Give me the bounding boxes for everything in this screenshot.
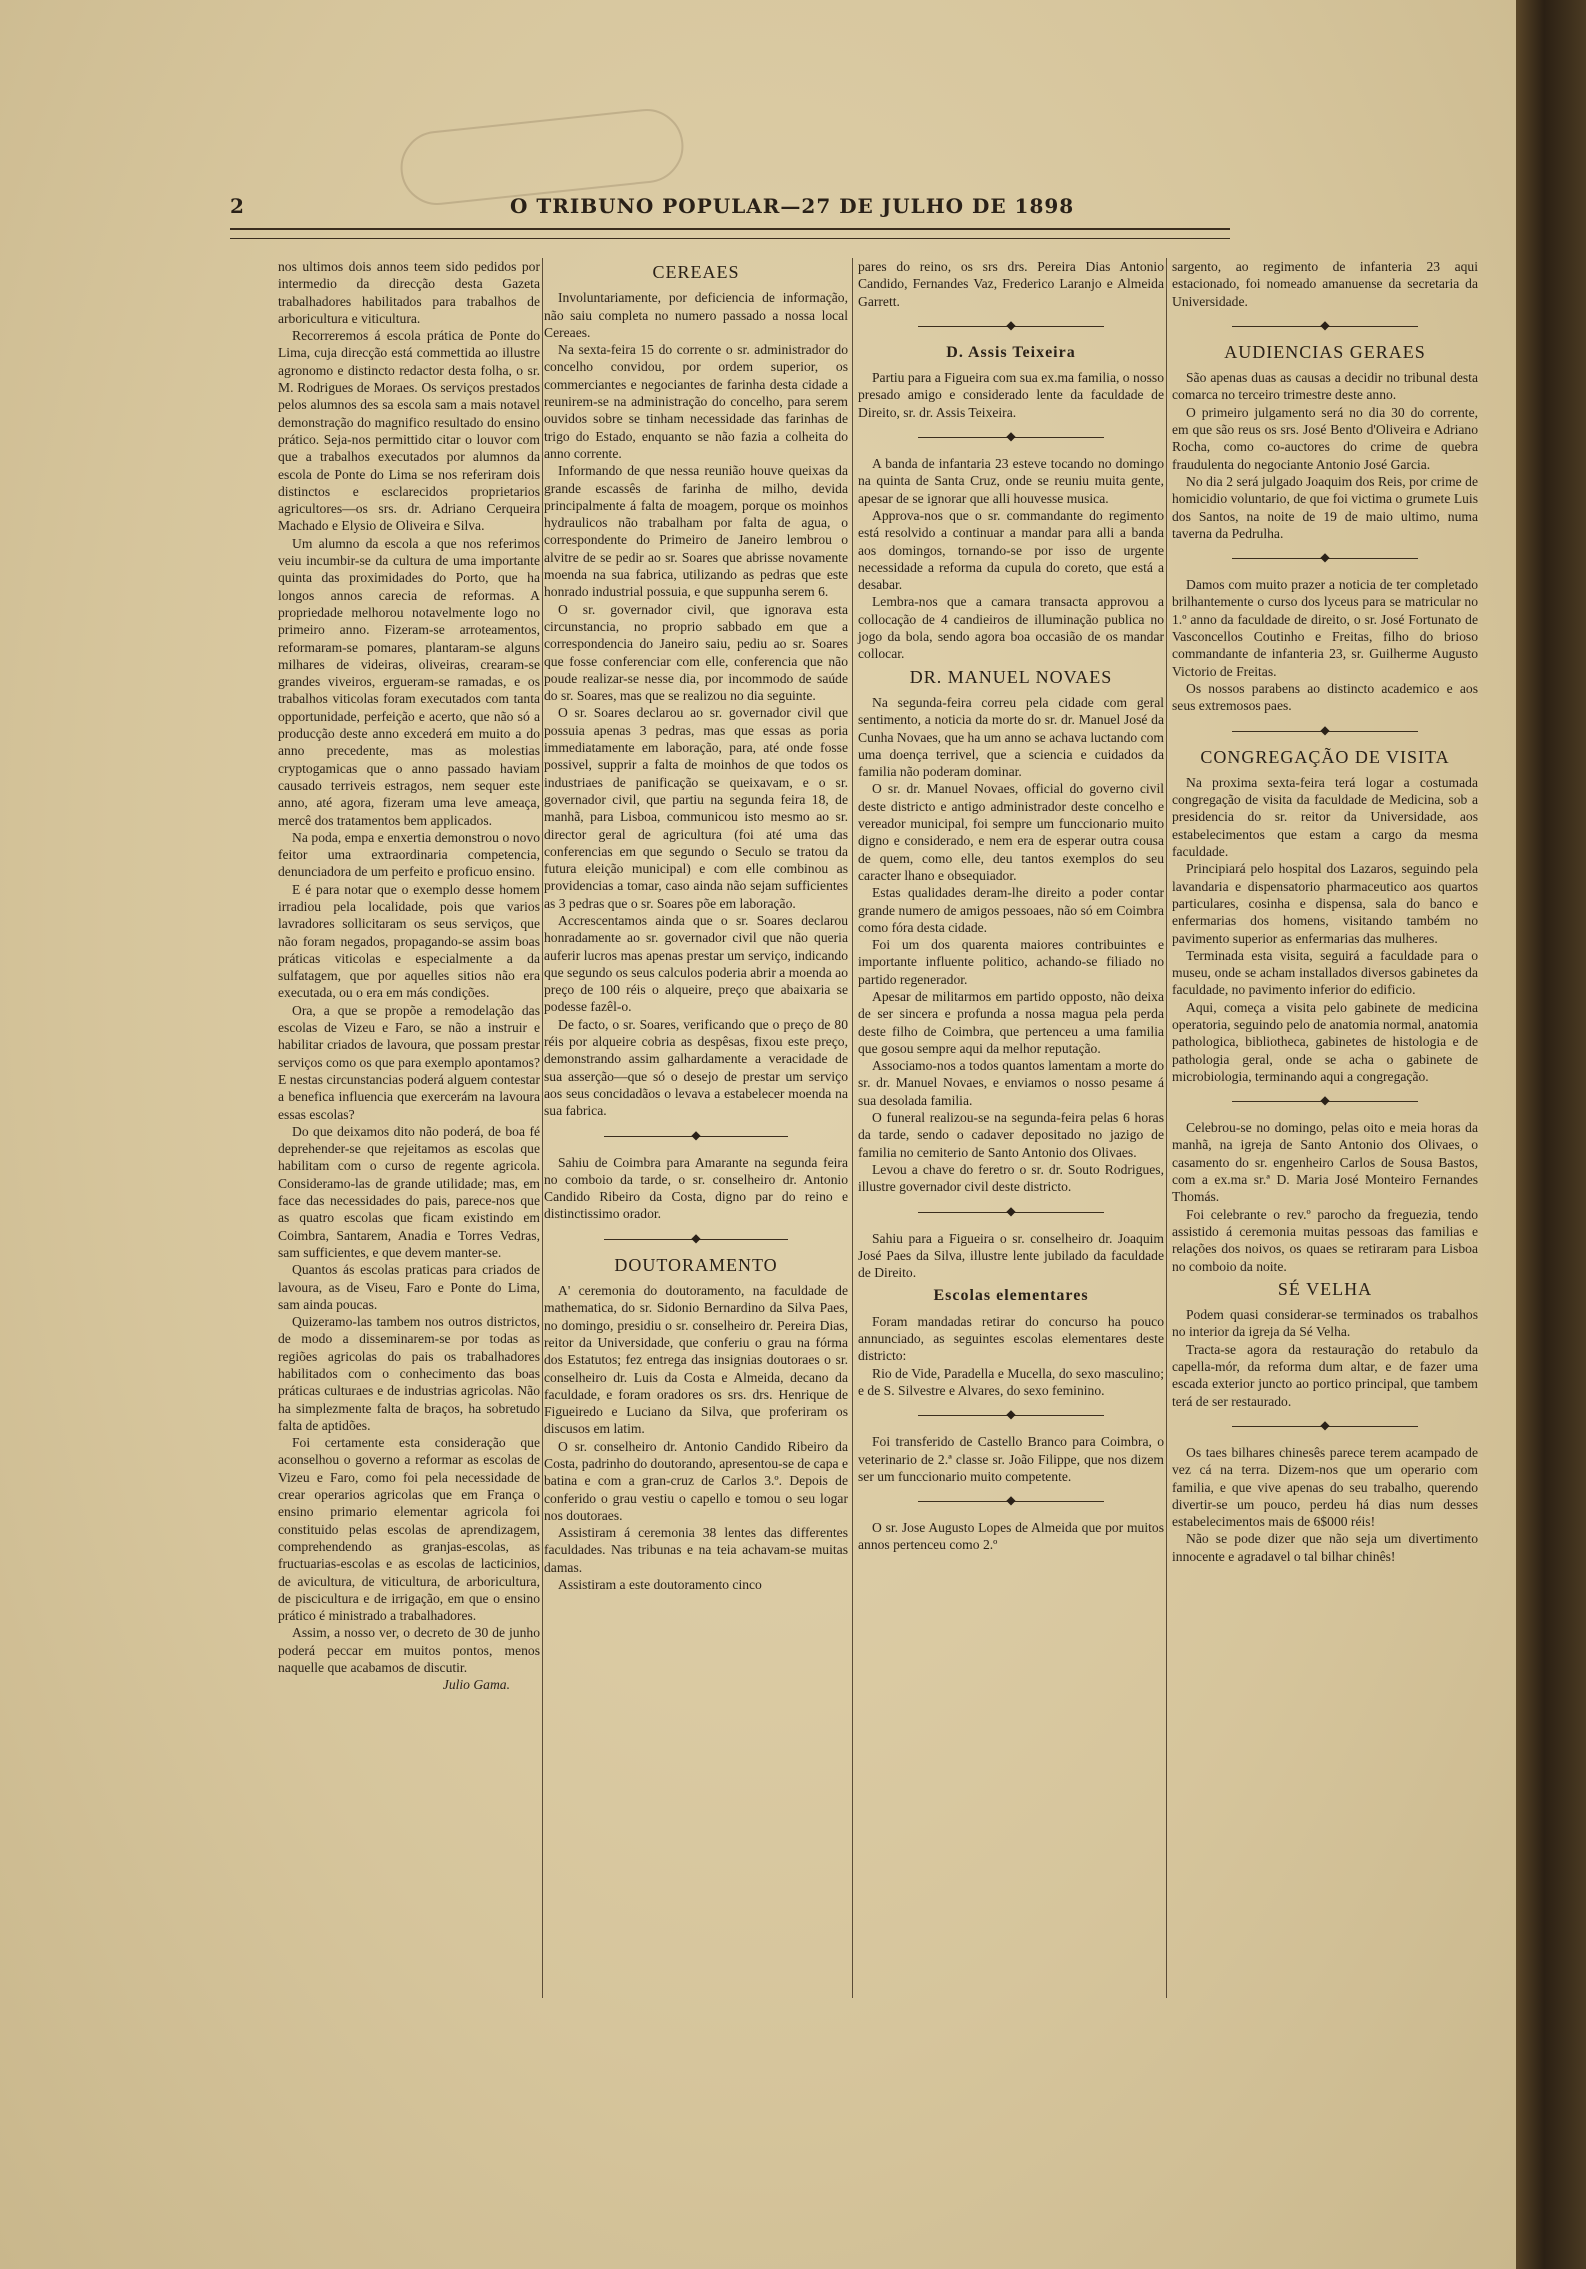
separator-ornament (1172, 723, 1478, 741)
column-divider (1166, 258, 1167, 1998)
paragraph: Assim, a nosso ver, o decreto de 30 de junho poderá peccar em muitos pontos, menos naquelle que acabamos de discutir. (278, 1625, 540, 1676)
paragraph: Foi certamente esta consideração que aconselhou o governo a reformar as escolas de Vizeu e Faro, como foi pela necessidade de crear operarios agricolas que em França o ensino primario elementar agricola foi constituido pelas escolas de aprendizagem, comprehendendo as granjas-escolas, as fructuarias-escolas e as escolas de lacticinios, de avicultura, de viticultura, de arboricultura, de piscicultura e de irrigação, em que o ensino prático é ministrado a trabalhadores. (278, 1435, 540, 1624)
paragraph: Sahiu para a Figueira o sr. conselheiro dr. Joaquim José Paes da Silva, illustre lente jubilado da faculdade de Direito. (858, 1230, 1164, 1281)
paragraph: Apesar de militarmos em partido opposto, não deixa de ser sincera e profunda a nossa magua pela perda deste filho de Coimbra, que pertenceu a uma familia que gosou sempre aqui da melhor reputação. (858, 988, 1164, 1056)
paragraph: Accrescentamos ainda que o sr. Soares declarou honradamente ao sr. governador civil que não queria auferir lucros mas apenas prestar um serviço, indicando que segundo os seus calculos poderia abrir a moenda ao preço de 100 réis o alqueire, preço que abaixaria se podesse fazêl-o. (544, 912, 848, 1015)
paragraph: Levou a chave do feretro o sr. dr. Souto Rodrigues, illustre governador civil deste districto. (858, 1161, 1164, 1195)
book-spine (1516, 0, 1586, 2269)
paragraph: Podem quasi considerar-se terminados os trabalhos no interior da igreja da Sé Velha. (1172, 1307, 1478, 1340)
separator-ornament (858, 318, 1164, 336)
paragraph: Foi transferido de Castello Branco para Coimbra, o veterinario de 2.ª classe sr. João Filippe, que nos dizem ser um funccionario muito competente. (858, 1434, 1164, 1484)
paragraph: nos ultimos dois annos teem sido pedidos por intermedio da direcção desta Gazeta trabalhadores habilitados para trabalhos de arboricultura e viticultura. (278, 259, 540, 326)
paragraph: Partiu para a Figueira com sua ex.ma familia, o nosso presado amigo e considerado lente da faculdade de Direito, sr. dr. Assis Teixeira. (858, 370, 1164, 420)
paragraph: pares do reino, os srs drs. Pereira Dias Antonio Candido, Fernandes Vaz, Frederico Laranjo e Almeida Garrett. (858, 259, 1164, 309)
separator-ornament (858, 1407, 1164, 1425)
section-heading: Escolas elementares (933, 1287, 1089, 1305)
paragraph: Foram mandadas retirar do concurso ha pouco annunciado, as seguintes escolas elementares deste districto: (858, 1313, 1164, 1364)
paragraph: E é para notar que o exemplo desse homem irradiou pela localidade, pois que varios lavradores sollicitaram os seus serviços, que não foram negados, propagando-se assim boas práticas viticolas e especialmente a da sulfatagem, que por aquelles sitios não era executada, ou o era em más condições. (278, 881, 540, 1001)
paragraph: sargento, ao regimento de infanteria 23 aqui estacionado, foi nomeado amanuense da secretaria da Universidade. (1172, 259, 1478, 309)
paragraph: Assistiram a este doutoramento cinco (558, 1577, 762, 1593)
paragraph: Na segunda-feira correu pela cidade com geral sentimento, a noticia da morte do sr. dr. Manuel José da Cunha Novaes, que ha um anno se achava luctando com uma doença terrivel, que a sciencia e cuidados da familia não poderam dominar. (858, 694, 1164, 780)
column-divider (542, 258, 543, 1998)
paragraph: Involuntariamente, por deficiencia de informação, não saiu completa no numero passado a nossa local Cereaes. (544, 290, 848, 340)
section-heading: SÉ VELHA (1277, 1278, 1373, 1299)
section-heading: CONGREGAÇÃO DE VISITA (1200, 746, 1450, 767)
paragraph: Lembra-nos que a camara transacta approvou a collocação de 4 candieiros de illuminação publica no jogo da bola, sendo agora boa occasião de os mandar collocar. (858, 594, 1164, 662)
paragraph: O sr. Jose Augusto Lopes de Almeida que por muitos annos pertenceu como 2.º (858, 1520, 1164, 1553)
paragraph: Os taes bilhares chinesês parece terem acampado de vez cá na terra. Dizem-nos que um operario com familia, e que vive apenas do seu trabalho, querendo divertir-se um pouco, perdeu há dias num desses estabelecimentos mais de 6$000 réis! (1172, 1444, 1478, 1530)
paragraph: Tracta-se agora da restauração do retabulo da capella-mór, da reforma dum altar, e de fazer uma escada exterior juncto ao portico principal, que tambem terá de ser restaurado. (1172, 1341, 1478, 1409)
page-header (230, 194, 1230, 222)
paragraph: O sr. conselheiro dr. Antonio Candido Ribeiro da Costa, padrinho do doutorando, apresentou-se de capa e batina e com a gran-cruz de Carlos 3.º. Depois de conferido o grau vestiu o capello e tomou o seu logar nos doutoraes. (544, 1438, 848, 1523)
paragraph: Ora, a que se propõe a remodelação das escolas de Vizeu e Faro, se não a instruir e habilitar criados de lavoura, que possam prestar serviços como os que para exemplo apontamos? E nestas circunstancias poderá alguem contestar a benefica influencia que exercerám na lavoura essas escolas? (278, 1002, 540, 1122)
paragraph: O primeiro julgamento será no dia 30 do corrente, em que são reus os srs. José Bento d'Oliveira e Adriano Rocha, como co-auctores do crime de quebra fraudulenta do negociante Antonio José Garcia. (1172, 404, 1478, 472)
paragraph: Terminada esta visita, seguirá a faculdade para o museu, onde se acham installados diversos gabinetes da faculdade, no pavimento inferior do edificio. (1172, 947, 1478, 998)
separator-ornament (858, 1204, 1164, 1222)
paragraph: Assistiram á ceremonia 38 lentes das differentes faculdades. Nas tribunas e na teia achavam-se muitas damas. (544, 1525, 848, 1575)
paragraph: De facto, o sr. Soares, verificando que o preço de 80 réis por alqueire cobria as despêsas, fixou este preço, demonstrando assim galhardamente a veracidade de sua asserção—que só o desejo de prestar um serviço aos seus concidadãos o levava a estabelecer moenda na sua fabrica. (544, 1016, 848, 1119)
paragraph: Sahiu de Coimbra para Amarante na segunda feira no comboio da tarde, o sr. conselheiro dr. Antonio Candido Ribeiro da Costa, digno par do reino e distinctissimo orador. (544, 1154, 848, 1222)
paragraph: Na poda, empa e enxertia demonstrou o novo feitor uma extraordinaria competencia, denunciadora de um perfeito e proficuo ensino. (278, 829, 540, 880)
paragraph: Não se pode dizer que não seja um divertimento innocente e agradavel o tal bilhar chinês! (1172, 1531, 1478, 1564)
paragraph: O sr. dr. Manuel Novaes, official do governo civil deste districto e antigo administrador deste concelho e vereador municipal, foi sempre um funccionario muito digno e considerado, e nem era de esperar outra cousa de quem, como elle, deu tantos exemplos do seu caracter lhano e obsequiador. (858, 781, 1164, 883)
section-heading: D. Assis Teixeira (946, 343, 1076, 361)
paragraph: Principiará pelo hospital dos Lazaros, seguindo pela lavandaria e dispensatorio pharmaceutico aos quartos particulares, cosinha e dispensa, sala do banco e enfermarias dos homens, visitando também no pavimento superior as enfermarias das mulheres. (1172, 861, 1478, 946)
column-3 (858, 258, 1164, 1554)
header-rule-thin (230, 238, 1230, 239)
paragraph: Foi celebrante o rev.º parocho da freguezia, tendo assistido á ceremonia muitas pessoas das familias e relações dos noivos, os quaes se retiraram para Lisboa no comboio da noite. (1172, 1206, 1478, 1274)
paragraph: Quantos ás escolas praticas para criados de lavoura, as de Viseu, Faro e Ponte do Lima, sam ainda poucas. (278, 1262, 540, 1312)
paragraph: Quizeramo-las tambem nos outros districtos, de modo a disseminarem-se por todas as regiões agricolas do pais os trabalhadores habilitados com o conhecimento das boas práticas culturaes e de industrias agricolas. Não ha simplezmente falta de braços, ha sobretudo falta de aptidões. (278, 1314, 540, 1433)
separator-ornament (858, 429, 1164, 447)
paragraph: Recorreremos á escola prática de Ponte do Lima, cuja direcção está commettida ao illustre agronomo e distincto redactor desta folha, o sr. M. Rodrigues de Moraes. Os serviços prestados pelos alumnos des sa escola sam a mais notavel demonstração do magnifico resultado do ensino prático. Seja-nos permittido citar o louvor com que a trabalhos executados por alumnos da escola de Ponte do Lima se nos referiram dois distinctos e esclarecidos proprietarios agricultores—os srs. dr. Adriano Cerqueira Machado e Elysio de Oliveira e Silva. (278, 328, 540, 534)
paragraph: Rio de Vide, Paradella e Mucella, do sexo masculino; e de S. Silvestre e Alvares, do sexo feminino. (858, 1365, 1164, 1398)
paragraph: O sr. governador civil, que ignorava esta circunstancia, no proprio sabbado em que a correspondencia do Janeiro saiu, pediu ao sr. Soares que fosse conferenciar com elle, conferencia que não poude realizar-se nesse dia, por incommodo de saúde do sr. Soares, mas que se realizou no dia seguinte. (544, 601, 848, 704)
page-number: 2 (230, 194, 245, 218)
separator-ornament (1172, 1093, 1478, 1111)
separator-ornament (544, 1128, 848, 1146)
separator-ornament (544, 1231, 848, 1249)
paragraph: Damos com muito prazer a noticia de ter completado brilhantemente o curso dos lyceus para se matricular no 1.º anno da faculdade de direito, o sr. José Fortunato de Vasconcellos Coutinho e Freitas, filho do brioso commandante de infanteria 23, sr. Guilherme Augusto Victorio de Freitas. (1172, 577, 1478, 679)
paragraph: Estas qualidades deram-lhe direito a poder contar grande numero de amigos pessoaes, não só em Coimbra como fóra desta cidade. (858, 885, 1164, 935)
author-signature: Julio Gama. (442, 1677, 510, 1693)
separator-ornament (1172, 1418, 1478, 1436)
paragraph: O funeral realizou-se na segunda-feira pelas 6 horas da tarde, sendo o cadaver depositado no jazigo de familia no cemiterio de Santo Antonio dos Olivaes. (858, 1110, 1164, 1160)
paragraph: O sr. Soares declarou ao sr. governador civil que possuia apenas 3 pedras, mas que essas as poria immediatamente em laboração, para, até onde fosse possivel, supprir a falta de moinhos de que todos os industriaes de panificação se queixavam, e o sr. governador civil, que partiu na segunda feira 18, de manhã, para Lisboa, communicou isto mesmo ao sr. director geral de agricultura (foi até uma das conferencias em que segundo o Seculo se tratou da futura eleição municipal) e com elle combinou as providencias a tomar, caso ainda não sejam sufficientes as 3 pedras que o sr. Soares põe em laboração. (544, 705, 848, 911)
section-heading: AUDIENCIAS GERAES (1224, 341, 1426, 362)
paragraph: Aqui, começa a visita pelo gabinete de medicina operatoria, seguindo pelo de anatomia normal, anatomia pathologica, bibliotheca, gabinetes de histologia e de pathologia geral, onde se acha o gabinete de microbiologia, terminando aqui a congregação. (1172, 999, 1478, 1084)
paragraph: Approva-nos que o sr. commandante do regimento está resolvido a continuar a mandar para alli a banda aos domingos, tornando-se por isso de urgente necessidade a reforma da cupula do coreto, que está a desabar. (858, 507, 1164, 593)
paragraph: Foi um dos quarenta maiores contribuintes e importante influente politico, achando-se filiado no partido regenerador. (858, 937, 1164, 987)
header-rule (230, 228, 1230, 230)
separator-ornament (1172, 318, 1478, 336)
column-2 (544, 258, 848, 1593)
paragraph: Os nossos parabens ao distincto academico e aos seus extremosos paes. (1172, 680, 1478, 714)
column-1 (278, 258, 540, 1694)
paragraph: Do que deixamos dito não poderá, de boa fé deprehender-se que rejeitamos as escolas que habilitam com o curso de regente agricola. Consideramo-las de grande utilidade; mas, em face das necessidades do pais, parece-nos que as quatro escolas que ficam existindo em Coimbra, Santarem, Anadia e Torres Vedras, sam sufficientes, e que devem manter-se. (278, 1123, 540, 1260)
paragraph: Um alumno da escola a que nos referimos veiu incumbir-se da cultura de uma importante quinta das proximidades do Porto, que ha longos annos carecia de reformas. A propriedade melhorou notavelmente logo no primeiro anno. Fizeram-se arroteamentos, reformaram-se pomares, plantaram-se alguns milhares de videiras, oliveiras, crearam-se grandes viveiros, ergueram-se ramadas, e os trabalhos viticolas foram executados com tanta opportunidade, perfeição e acerto, que não só a producção deste anno excederá em muito a do anno precedente, mas as molestias cryptogamicas que o anno passado haviam causado terriveis estragos, nem sequer este anno, até agora, fizeram uma leve ameaça, mercê dos tratamentos bem applicados. (278, 535, 540, 828)
column-4 (1172, 258, 1478, 1565)
section-heading: CEREAES (652, 262, 740, 282)
section-heading: DOUTORAMENTO (614, 1254, 778, 1275)
paragraph: A' ceremonia do doutoramento, na faculdade de mathematica, do sr. Sidonio Bernardino da Silva Paes, no domingo, presidiu o sr. conselheiro dr. Pereira Dias, reitor da Universidade, que conferiu o grau na fórma dos Estatutos; fez entrega das insignias doutoraes o sr. conselheiro dr. Luis da Costa e Almeida, decano da faculdade, e foram oradores os srs. drs. Henrique de Figueiredo e Luciano da Silva, que proferiram os discusos em latim. (544, 1283, 848, 1437)
section-heading: DR. MANUEL NOVAES (909, 666, 1113, 687)
paragraph: Na proxima sexta-feira terá logar a costumada congregação de visita da faculdade de Medicina, sob a presidencia do sr. reitor da Universidade, aos estabelecimentos que estam a cargo da mesma faculdade. (1172, 774, 1478, 860)
separator-ornament (1172, 550, 1478, 568)
paragraph: A banda de infantaria 23 esteve tocando no domingo na quinta de Santa Cruz, onde se reuniu muita gente, apesar de se ignorar que alli houvesse musica. (858, 456, 1164, 506)
paragraph: Na sexta-feira 15 do corrente o sr. administrador do concelho convidou, por ordem superior, os commerciantes e negociantes de farinha desta cidade a reunirem-se na administração do concelho, para serem ouvidos sobre se tinham necessidade das farinhas de trigo do Estado, enquanto se não fazia a colheita do anno corrente. (544, 342, 848, 461)
newspaper-title: O TRIBUNO POPULAR—27 DE JULHO DE 1898 (510, 194, 1075, 218)
column-divider (852, 258, 853, 1998)
paragraph: Informando de que nessa reunião houve queixas da grande escassês de farinha de milho, devida principalmente á falta de moagem, porque os moinhos hydraulicos não trabalham por falta de agua, o correspondente do Primeiro de Janeiro lembrou o alvitre de se pedir ao sr. Soares que abrisse novamente moenda na sua fabrica, utilizando as pedras que este honrado industrial possuia, e que suppunha serem 6. (544, 463, 848, 600)
paragraph: Celebrou-se no domingo, pelas oito e meia horas da manhã, na igreja de Santo Antonio dos Olivaes, o casamento do sr. engenheiro Carlos de Sousa Bastos, com a ex.ma sr.ª D. Maria José Monteiro Fernandes Thomás. (1172, 1120, 1478, 1205)
separator-ornament (858, 1493, 1164, 1511)
paragraph: No dia 2 será julgado Joaquim dos Reis, por crime de homicidio voluntario, de que foi victima o grumete Luis dos Santos, na noite de 19 de maio ultimo, numa taverna da Pedrulha. (1172, 473, 1478, 541)
paragraph: Associamo-nos a todos quantos lamentam a morte do sr. dr. Manuel Novaes, e enviamos o nosso pesame á sua desolada familia. (858, 1058, 1164, 1108)
paragraph: São apenas duas as causas a decidir no tribunal desta comarca no terceiro trimestre deste anno. (1172, 370, 1478, 403)
